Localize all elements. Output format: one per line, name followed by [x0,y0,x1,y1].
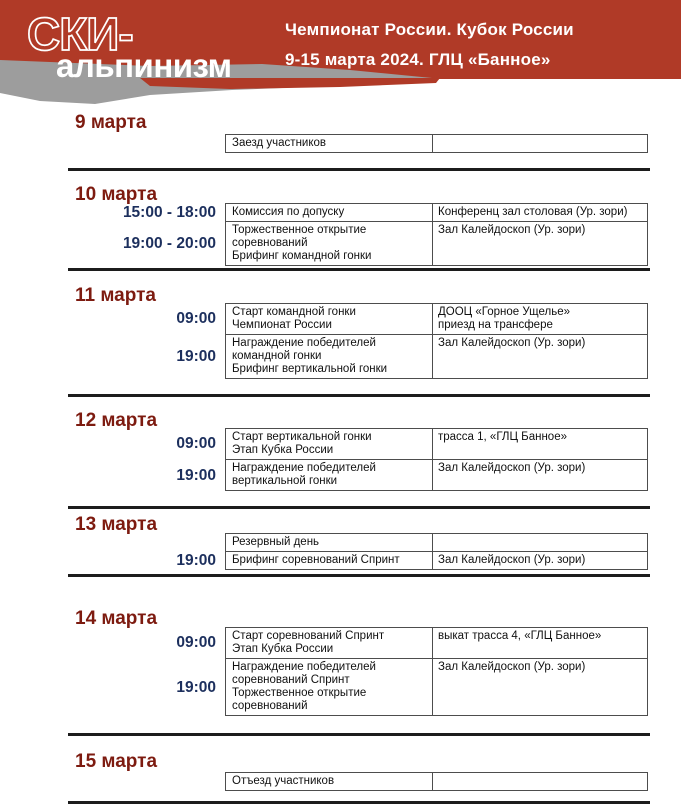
table-row [0,134,681,153]
time-label: 19:00 [176,678,216,696]
section-divider [68,168,650,171]
day-schedule-table [0,134,681,153]
day-schedule-table [0,428,681,491]
time-label: 09:00 [176,435,216,452]
day-heading: 13 марта [75,514,158,535]
table-row [0,428,681,460]
event-cell [225,303,433,335]
table-row [0,659,681,716]
time-label: 09:00 [176,634,216,651]
day-heading: 12 марта [75,410,158,431]
time-cell [0,203,225,222]
table-row [0,203,681,222]
location-text: трасса 1, «ГЛЦ Банное» [438,431,567,443]
event-text: Старт вертикальной гонки [232,431,372,443]
time-cell [0,659,225,716]
event-cell [225,552,433,570]
location-cell [433,335,648,379]
location-cell [433,222,648,266]
table-row [0,772,681,791]
day-heading: 11 марта [75,285,156,306]
time-label: 19:00 [176,466,216,484]
table-row [0,303,681,335]
logo-alpinism-text: альпинизм [56,47,232,84]
time-label: 19:00 - 20:00 [122,235,216,252]
table-row [0,552,681,570]
location-text: Зал Калейдоскоп (Ур. зори) [438,224,586,236]
section-divider [68,268,650,271]
day-schedule-table [0,772,681,791]
event-cell [225,428,433,460]
time-cell [0,772,225,791]
time-label: 19:00 [176,348,216,365]
event-text: Брифинг командной гонки [232,250,372,262]
table-row [0,222,681,266]
event-text: Брифинг вертикальной гонки [232,363,388,375]
event-text: Брифинг соревнований Спринт [232,554,400,566]
section-divider [68,506,650,509]
event-text: Комиссия по допуску [232,206,345,218]
section-divider [68,394,650,397]
day-heading: 9 марта [75,112,147,133]
location-text: Зал Калейдоскоп (Ур. зори) [438,462,586,474]
logo-ski-outline-text: СКИ- [27,8,133,60]
table-row [0,627,681,659]
event-cell [225,460,433,491]
location-text: ДООЦ «Горное Ущелье» [438,306,570,318]
time-cell [0,552,225,570]
time-label: 09:00 [176,310,216,327]
section-divider [68,574,650,577]
section-divider [68,801,650,804]
banner [0,0,681,112]
time-cell [0,428,225,460]
event-cell [225,335,433,379]
location-cell [433,460,648,491]
day-schedule-table [0,627,681,716]
location-text: выкат трасса 4, «ГЛЦ Банное» [438,630,602,642]
event-text: Торжественное открытие соревнований [232,224,367,249]
event-cell [225,772,433,791]
day-schedule-table [0,533,681,570]
location-text: Зал Калейдоскоп (Ур. зори) [438,554,586,566]
time-label: 19:00 [176,552,216,569]
location-cell [433,552,648,570]
event-text: Награждение победителей командной гонки [232,337,376,362]
event-text: Резервный день [232,536,320,548]
event-text: Старт командной гонки [232,306,356,318]
day-heading: 10 марта [75,184,158,205]
day-heading: 15 марта [75,751,158,772]
section-divider [68,733,650,736]
time-label: 15:00 - 18:00 [122,203,216,221]
event-cell [225,627,433,659]
location-text: Зал Калейдоскоп (Ур. зори) [438,661,586,673]
time-cell [0,222,225,266]
day-schedule-table [0,303,681,379]
event-cell [225,134,433,153]
day-heading: 14 марта [75,608,158,629]
event-text: Этап Кубка России [232,643,334,655]
time-cell [0,134,225,153]
event-text: Заезд участников [232,137,327,149]
banner-title-line2: 9-15 марта 2024. ГЛЦ «Банное» [285,50,551,69]
banner-title-line1: Чемпионат России. Кубок России [285,20,574,39]
day-schedule-table [0,203,681,266]
location-cell [433,659,648,716]
table-row [0,335,681,379]
location-text: Зал Калейдоскоп (Ур. зори) [438,337,586,349]
event-cell [225,203,433,222]
location-cell [433,627,648,659]
location-cell [433,303,648,335]
event-text: Чемпионат России [232,319,332,331]
event-text: Этап Кубка России [232,444,334,456]
event-text: Отъезд участников [232,775,335,787]
event-text: Награждение победителей соревнований Спринт [232,661,376,686]
time-cell [0,533,225,552]
location-text: приезд на трансфере [438,319,553,331]
event-cell [225,659,433,716]
location-cell [433,428,648,460]
location-text: Конференц зал столовая (Ур. зори) [438,206,628,218]
table-row [0,533,681,552]
time-cell [0,627,225,659]
time-cell [0,460,225,491]
time-cell [0,335,225,379]
location-cell [433,134,648,153]
event-cell [225,533,433,552]
table-row [0,460,681,491]
event-text: Торжественное открытие соревнований [232,687,367,712]
event-text: Старт соревнований Спринт [232,630,385,642]
location-cell [433,203,648,222]
location-cell [433,772,648,791]
banner-title [285,15,574,75]
event-cell [225,222,433,266]
event-text: Награждение победителей вертикальной гонки [232,462,376,487]
location-cell [433,533,648,552]
time-cell [0,303,225,335]
